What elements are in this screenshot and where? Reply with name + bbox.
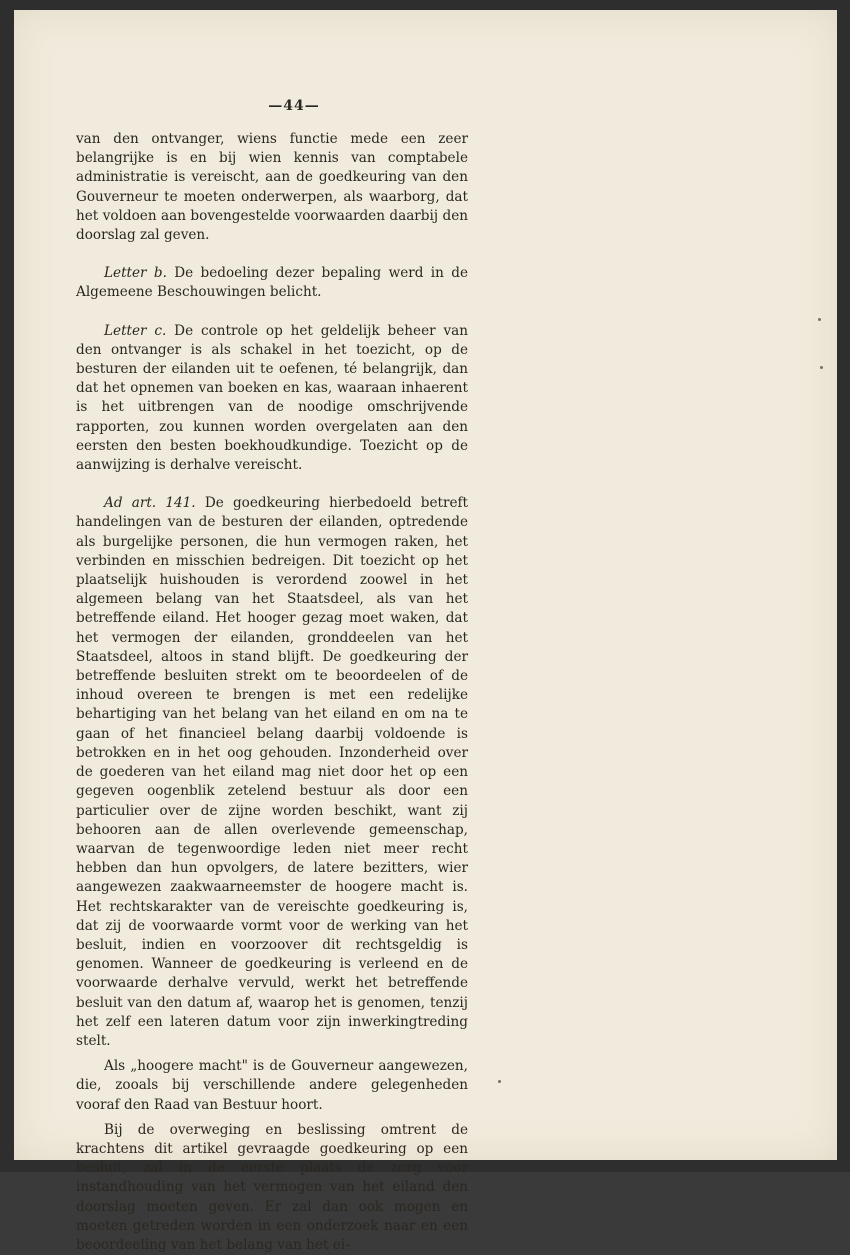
paragraph-lead: Ad art. 141. [104,495,196,512]
paragraph-text: De bedoeling dezer bepaling werd in de Algemeene Beschouwingen belicht. [76,265,468,301]
paragraph-text: van den ontvanger, wiens functie mede een zeer belangrijke is en bij wien kennis van comptabele administratie is vereischt, aan de goedkeuring van den Gouverneur te moeten onderwerpen, als waarborg, dat het voldoen aan bovengestelde voorwaarden daarbij den doorslag zal geven. [76,131,468,244]
paragraph-text: Bij de overweging en beslissing omtrent de krachtens dit artikel gevraagde goedkeuring op een besluit, zal in de eerste plaats de zorg voor instandhouding van het vermogen van het eiland den doorslag moeten geven. Er zal dan ook mogen en moeten getreden worden in een onderzoek naar en een beoordeeling van het belang van het ei- [76,1121,468,1253]
paragraph-text: Als „hoogere macht" is de Gouverneur aangewezen, die, zooals bij verschillende andere gelegenheden vooraf den Raad van Bestuur hoort. [76,1058,468,1113]
paper-speck [820,366,823,369]
page-number: —44— [268,98,320,114]
body-text [76,130,468,1255]
paragraph-overweging [76,1121,468,1255]
paragraph-text: De controle op het geldelijk beheer van den ontvanger is als schakel in het toezicht, op de besturen der eilanden uit te oefenen, té belangrijk, dan dat het opnemen van boeken en kas, waaraan inhaerent is het uitbrengen van de noodige omschrijvende rapporten, zou kunnen worden overgelaten aan den eersten den besten boekhoudkundige. Toezicht op de aanwijzing is derhalve vereischt. [76,322,469,474]
document-page [14,10,837,1253]
paragraph-text: De goedkeuring hierbedoeld betreft handelingen van de besturen der eilanden, optredende als burgelijke personen, die hun vermogen raken, het verbinden en misschien bedreigen. Dit toezicht op het plaatselijk huishouden is verordend zoowel in het algemeen belang van het Staatsdeel, als van het betreffende eiland. Het hooger gezag moet waken, dat het vermogen der eilanden, gronddeelen van het Staatsdeel, altoos in stand blijft. De goedkeuring der betreffende besluiten strekt om te beoordeelen of de inhoud overeen te brengen is met een redelijke behartiging van het belang van het eiland en om na te gaan of het financieel belang daarbij voldoende is betrokken en in het oog gehouden. Inzonderheid over de goederen van het eiland mag niet door het op een gegeven oogenblik zetelend bestuur als door een particulier over de zijne worden beschikt, want zij behooren aan de allen overlevende gemeenschap, waarvan de tegenwoordige leden niet meer recht hebben dan hun opvolgers, de latere bezitters, wier aangewezen zaakwaarneemster de hoogere macht is. Het rechtskarakter van de vereischte goedkeuring is, dat zij de voorwaarde vormt voor de werking van het besluit, indien en voorzoover dit rechtsgeldig is genomen. Wanneer de goedkeuring is verleend en de voorwaarde derhalve vervuld, werkt het betreffende besluit van den datum af, waarop het is genomen, tenzij het zelf een lateren datum voor zijn inwerkingtreding stelt. [76,495,468,1049]
paragraph-lead: Letter c. [104,322,167,339]
paragraph-lead: Letter b. [104,265,167,282]
paragraph-continuation [76,130,468,245]
paragraph-hoogere-macht [76,1057,468,1115]
paragraph-ad-art-141 [76,494,468,1051]
paragraph-letter-b [76,264,468,302]
paper-speck [498,1080,501,1083]
paper-speck [818,318,821,321]
paragraph-letter-c [76,322,468,476]
